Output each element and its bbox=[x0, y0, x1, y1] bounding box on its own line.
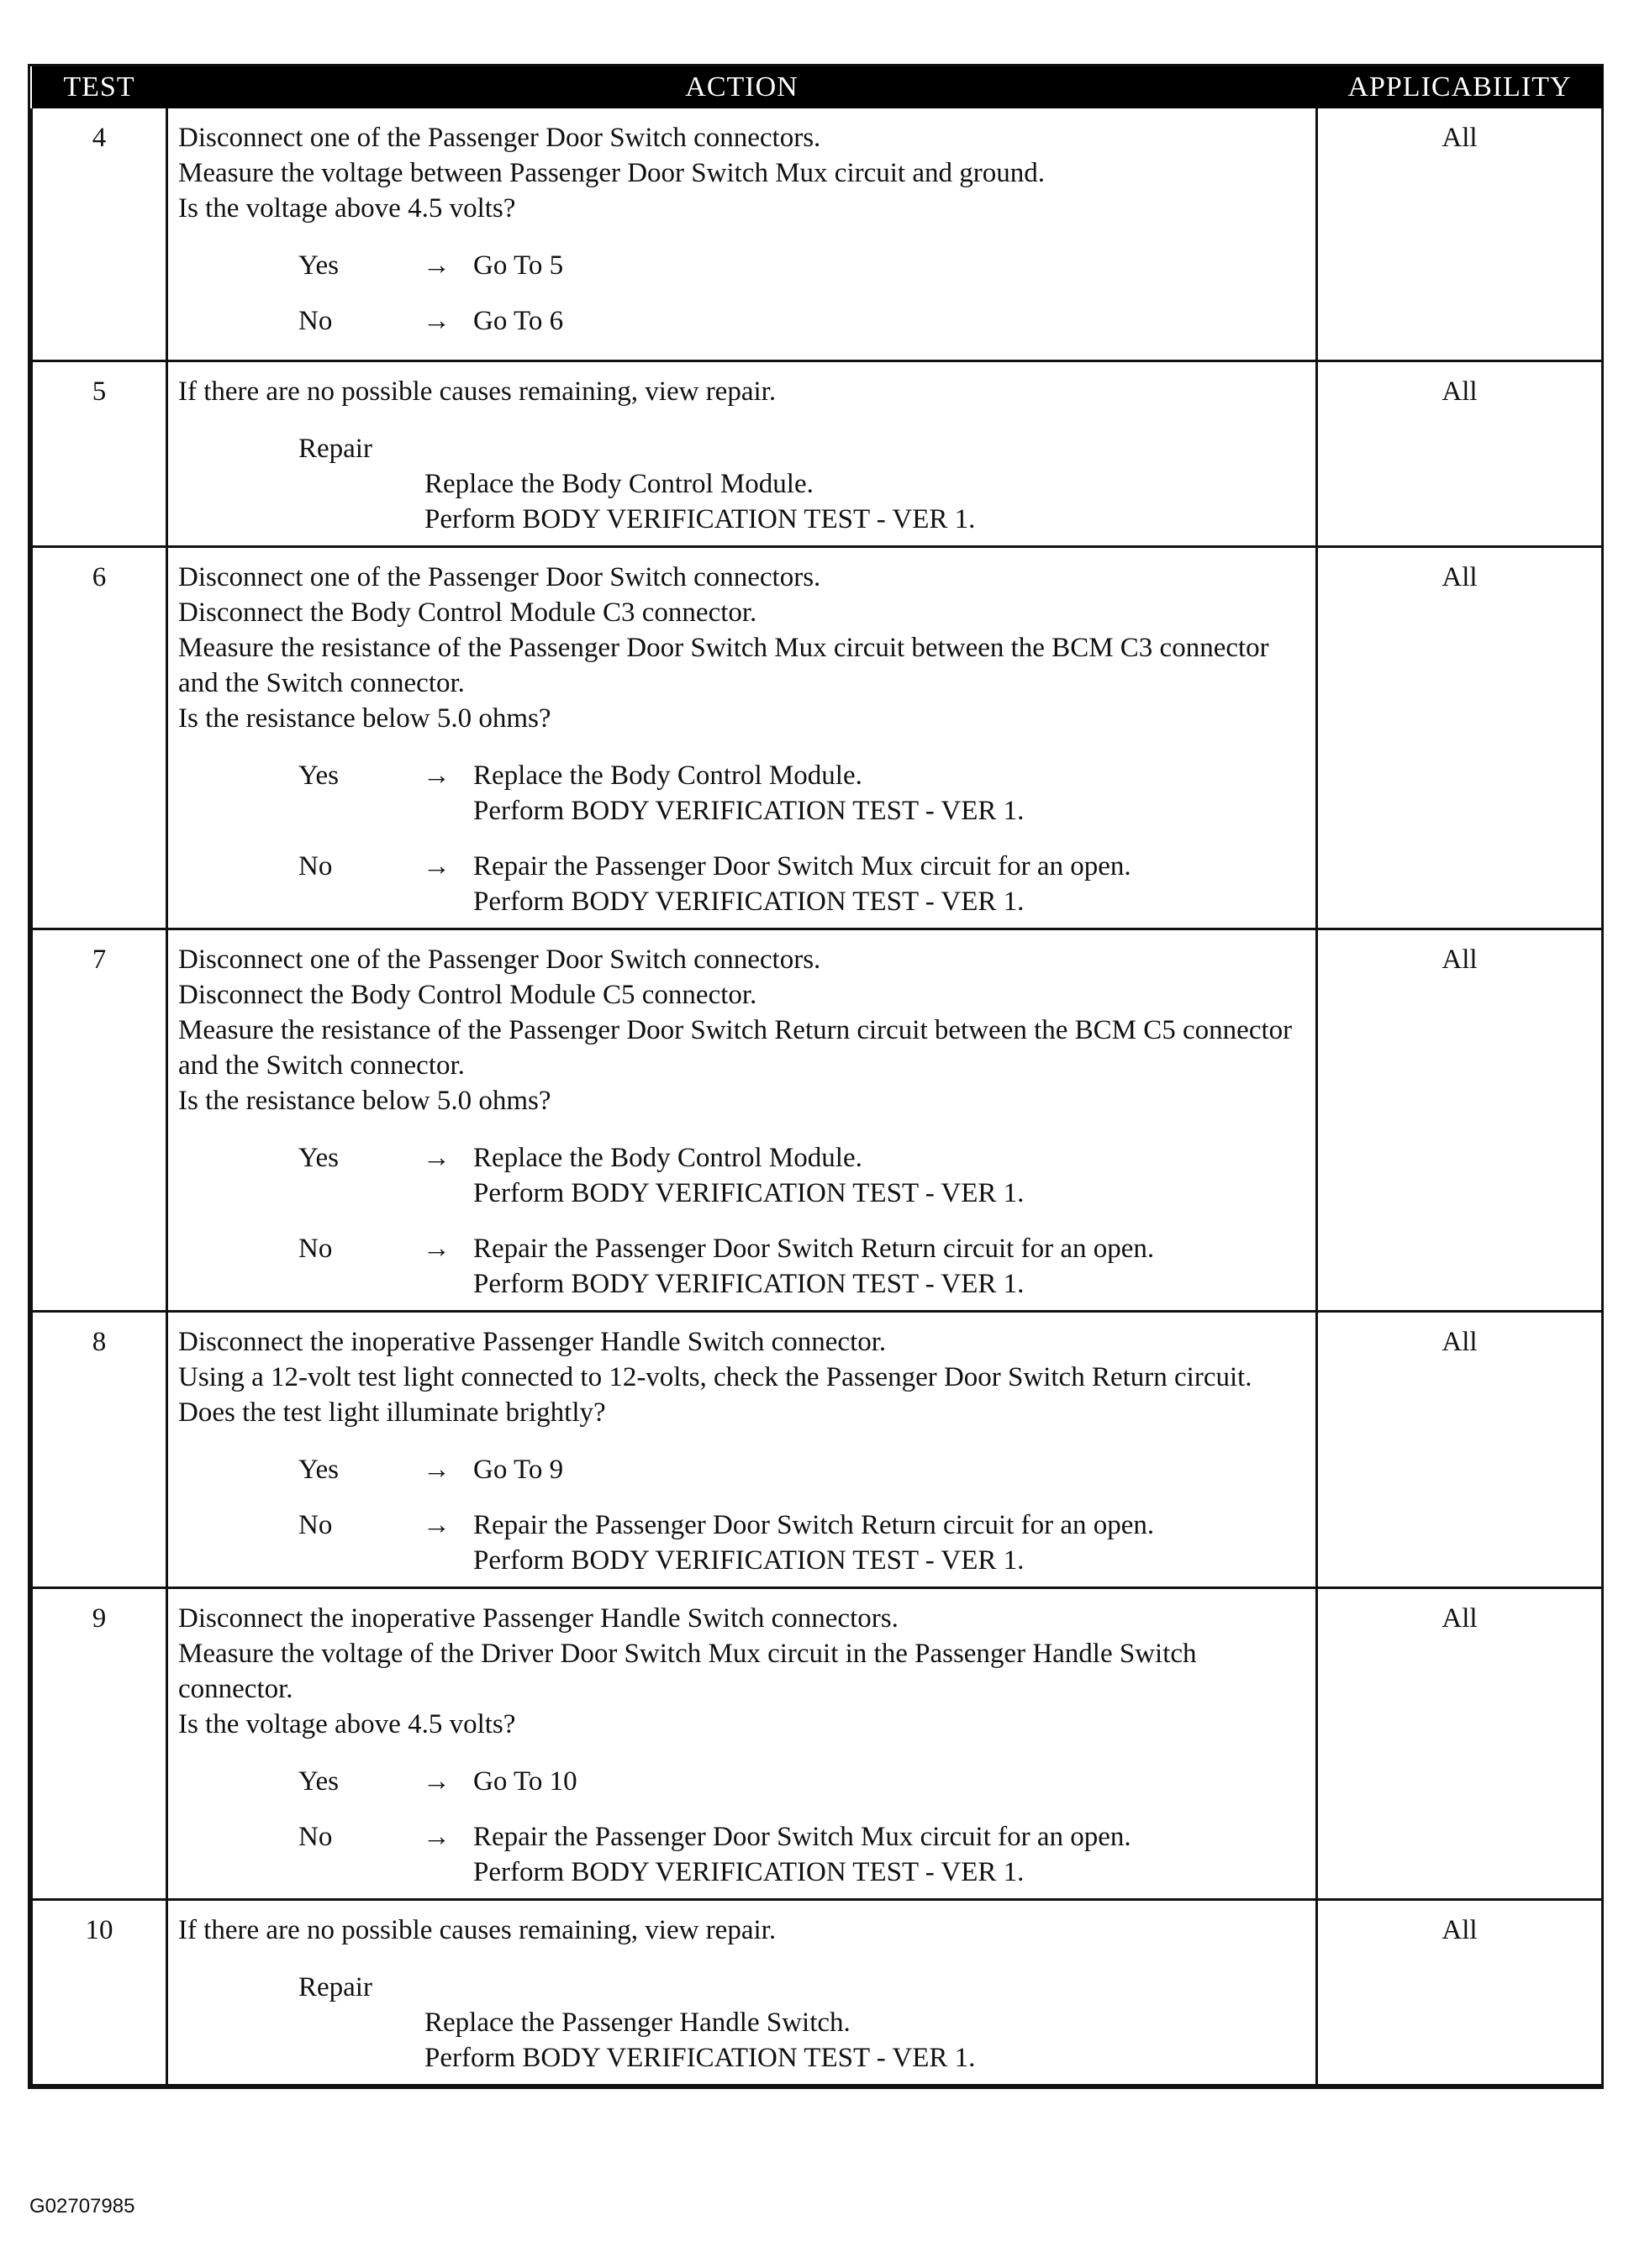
outcome-line: Go To 9 bbox=[473, 1454, 564, 1485]
action-cell bbox=[167, 1587, 1317, 1899]
action-line: If there are no possible causes remaining, view repair. bbox=[178, 376, 777, 407]
outcome-label: Yes bbox=[298, 760, 340, 791]
outcome-line: Replace the Body Control Module. bbox=[473, 1142, 862, 1173]
outcome-line: Perform BODY VERIFICATION TEST - VER 1. bbox=[473, 1856, 1025, 1887]
outcome-yes bbox=[178, 758, 1309, 829]
table-row bbox=[32, 1899, 1603, 2085]
action-line: Is the resistance below 5.0 ohms? bbox=[178, 1085, 551, 1116]
outcome-line: Replace the Body Control Module. bbox=[473, 760, 862, 791]
outcome-line: Go To 5 bbox=[473, 250, 564, 281]
outcome-line: Repair the Passenger Door Switch Return circuit for an open. bbox=[473, 1233, 1155, 1264]
action-line: Measure the resistance of the Passenger Door Switch Return circuit between the BCM C5 connector and the Switch connector. bbox=[178, 1014, 1293, 1081]
action-line: Measure the resistance of the Passenger Door Switch Mux circuit between the BCM C3 connector and the Switch connector. bbox=[178, 632, 1269, 698]
outcome-line: Perform BODY VERIFICATION TEST - VER 1. bbox=[473, 1544, 1025, 1576]
outcome-text bbox=[473, 1452, 1309, 1487]
outcome-text bbox=[473, 1140, 1309, 1211]
outcome-line: Repair the Passenger Door Switch Mux circuit for an open. bbox=[473, 850, 1131, 881]
action-cell bbox=[167, 929, 1317, 1311]
repair-line: Perform BODY VERIFICATION TEST - VER 1. bbox=[424, 503, 976, 534]
test-number: 6 bbox=[32, 546, 167, 929]
table-row bbox=[32, 929, 1603, 1311]
test-number: 5 bbox=[32, 360, 167, 546]
outcome-text bbox=[473, 849, 1309, 919]
applicability-cell: All bbox=[1317, 1899, 1603, 2085]
table-header-row bbox=[32, 66, 1603, 108]
action-line: Disconnect one of the Passenger Door Switch connectors. bbox=[178, 944, 821, 975]
diagnostic-test-table bbox=[28, 64, 1604, 2089]
outcome-line: Go To 6 bbox=[473, 306, 564, 336]
figure-code: G02707985 bbox=[29, 2195, 135, 2218]
arrow-right-icon: → bbox=[423, 1454, 451, 1485]
applicability-cell: All bbox=[1317, 108, 1603, 360]
outcome-yes bbox=[178, 1140, 1309, 1211]
arrow-right-icon: → bbox=[423, 1142, 451, 1173]
outcome-text bbox=[473, 248, 1309, 283]
applicability-cell: All bbox=[1317, 929, 1603, 1311]
repair-label: Repair bbox=[298, 1971, 372, 2002]
outcome-line: Perform BODY VERIFICATION TEST - VER 1. bbox=[473, 886, 1025, 917]
outcome-yes bbox=[178, 248, 1309, 283]
outcome-label: No bbox=[298, 1821, 333, 1852]
action-cell bbox=[167, 1311, 1317, 1587]
repair-line: Replace the Passenger Handle Switch. bbox=[424, 2007, 851, 2038]
action-cell bbox=[167, 546, 1317, 929]
outcome-label: Yes bbox=[298, 1454, 340, 1485]
action-line: Using a 12-volt test light connected to 12-volts, check the Passenger Door Switch Return circuit. bbox=[178, 1361, 1252, 1392]
action-cell bbox=[167, 1899, 1317, 2085]
action-line: Disconnect the Body Control Module C3 connector. bbox=[178, 597, 757, 628]
table-row bbox=[32, 1311, 1603, 1587]
outcome-label: Yes bbox=[298, 1142, 340, 1173]
action-line: If there are no possible causes remaining, view repair. bbox=[178, 1914, 777, 1945]
outcome-text bbox=[473, 1508, 1309, 1578]
repair-block bbox=[178, 1970, 1309, 2076]
outcome-line: Perform BODY VERIFICATION TEST - VER 1. bbox=[473, 1177, 1025, 1208]
outcome-label: No bbox=[298, 1233, 333, 1264]
table-row bbox=[32, 546, 1603, 929]
outcome-no bbox=[178, 1819, 1309, 1890]
outcome-label: No bbox=[298, 1509, 333, 1540]
outcome-label: Yes bbox=[298, 250, 340, 281]
test-number: 9 bbox=[32, 1587, 167, 1899]
outcome-line: Go To 10 bbox=[473, 1765, 577, 1797]
applicability-cell: All bbox=[1317, 546, 1603, 929]
action-line: Measure the voltage of the Driver Door Switch Mux circuit in the Passenger Handle Switch connector. bbox=[178, 1638, 1197, 1704]
outcome-label: Yes bbox=[298, 1765, 340, 1797]
outcome-no bbox=[178, 303, 1309, 339]
arrow-right-icon: → bbox=[423, 1821, 451, 1852]
arrow-right-icon: → bbox=[423, 250, 451, 281]
arrow-right-icon: → bbox=[423, 850, 451, 881]
arrow-right-icon: → bbox=[423, 1765, 451, 1797]
header-action: ACTION bbox=[167, 66, 1317, 108]
outcome-no bbox=[178, 1231, 1309, 1302]
arrow-right-icon: → bbox=[423, 760, 451, 791]
action-line: Does the test light illuminate brightly? bbox=[178, 1397, 606, 1428]
applicability-cell: All bbox=[1317, 1311, 1603, 1587]
table-row bbox=[32, 360, 1603, 546]
outcome-text bbox=[473, 1819, 1309, 1890]
action-line: Is the voltage above 4.5 volts? bbox=[178, 193, 516, 224]
repair-lines bbox=[298, 2005, 1309, 2076]
action-line: Is the voltage above 4.5 volts? bbox=[178, 1708, 516, 1739]
repair-line: Replace the Body Control Module. bbox=[424, 468, 814, 499]
action-line: Is the resistance below 5.0 ohms? bbox=[178, 703, 551, 734]
outcome-line: Perform BODY VERIFICATION TEST - VER 1. bbox=[473, 1268, 1025, 1299]
outcome-text bbox=[473, 758, 1309, 829]
outcome-label: No bbox=[298, 850, 333, 881]
applicability-cell: All bbox=[1317, 360, 1603, 546]
outcome-yes bbox=[178, 1452, 1309, 1487]
action-line: Disconnect the Body Control Module C5 connector. bbox=[178, 979, 757, 1010]
action-line: Disconnect the inoperative Passenger Handle Switch connectors. bbox=[178, 1602, 899, 1634]
outcome-yes bbox=[178, 1764, 1309, 1799]
action-line: Measure the voltage between Passenger Door Switch Mux circuit and ground. bbox=[178, 158, 1045, 188]
action-line: Disconnect the inoperative Passenger Handle Switch connector. bbox=[178, 1326, 887, 1357]
test-number: 7 bbox=[32, 929, 167, 1311]
action-line: Disconnect one of the Passenger Door Switch connectors. bbox=[178, 561, 821, 592]
outcome-line: Repair the Passenger Door Switch Mux circuit for an open. bbox=[473, 1821, 1131, 1852]
arrow-right-icon: → bbox=[423, 1233, 451, 1264]
repair-lines bbox=[298, 466, 1309, 537]
test-number: 8 bbox=[32, 1311, 167, 1587]
header-applicability: APPLICABILITY bbox=[1317, 66, 1603, 108]
repair-block bbox=[178, 431, 1309, 537]
arrow-right-icon: → bbox=[423, 306, 451, 336]
test-number: 10 bbox=[32, 1899, 167, 2085]
action-cell bbox=[167, 360, 1317, 546]
outcome-text bbox=[473, 1764, 1309, 1799]
arrow-right-icon: → bbox=[423, 1509, 451, 1540]
table-row bbox=[32, 108, 1603, 360]
outcome-no bbox=[178, 849, 1309, 919]
outcome-text bbox=[473, 1231, 1309, 1302]
outcome-line: Perform BODY VERIFICATION TEST - VER 1. bbox=[473, 795, 1025, 826]
table-body bbox=[32, 108, 1603, 2085]
outcome-no bbox=[178, 1508, 1309, 1578]
outcome-label: No bbox=[298, 306, 333, 336]
outcome-text bbox=[473, 303, 1309, 339]
applicability-cell: All bbox=[1317, 1587, 1603, 1899]
test-table bbox=[30, 66, 1604, 2086]
test-number: 4 bbox=[32, 108, 167, 360]
repair-line: Perform BODY VERIFICATION TEST - VER 1. bbox=[424, 2042, 976, 2073]
action-line: Disconnect one of the Passenger Door Switch connectors. bbox=[178, 123, 821, 153]
repair-label: Repair bbox=[298, 433, 372, 464]
table-row bbox=[32, 1587, 1603, 1899]
outcome-line: Repair the Passenger Door Switch Return circuit for an open. bbox=[473, 1509, 1155, 1540]
action-cell bbox=[167, 108, 1317, 360]
header-test: TEST bbox=[32, 66, 167, 108]
